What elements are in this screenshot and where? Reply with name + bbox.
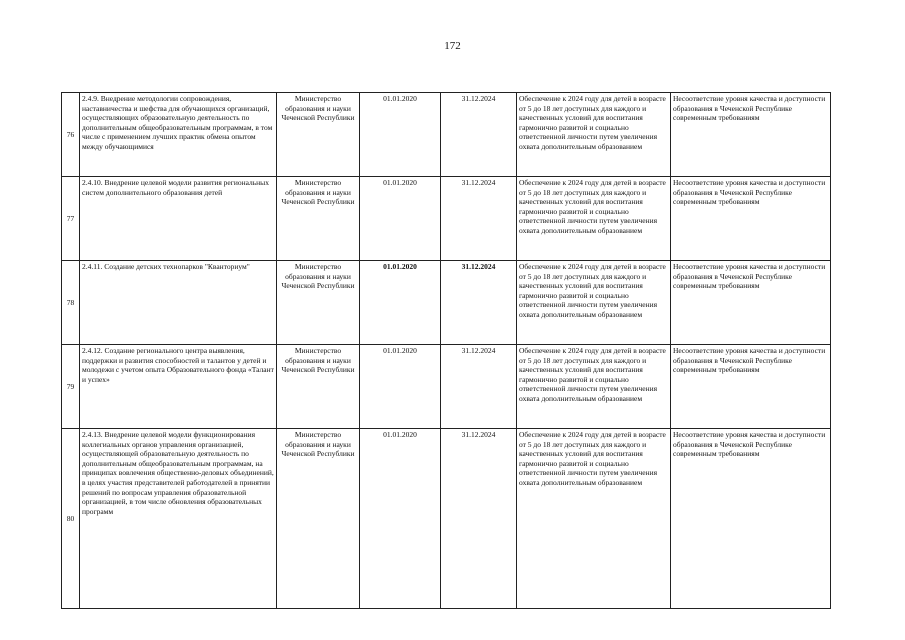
page-number: 172 bbox=[444, 40, 461, 52]
row-number: 77 bbox=[62, 177, 80, 261]
end-date-cell: 31.12.2024 bbox=[441, 345, 517, 429]
end-date-cell: 31.12.2024 bbox=[441, 261, 517, 345]
end-date-cell: 31.12.2024 bbox=[441, 177, 517, 261]
problem-cell: Несоответствие уровня качества и доступности образования в Чеченской Республике современным требованиям bbox=[671, 261, 831, 345]
measure-cell: 2.4.9. Внедрение методологии сопровождения, наставничества и шефства для обучающихся организаций, осуществляющих образовательную деятельность по дополнительным общеобразовательным программам, в том числе с применением лучших практик обмена опытом между обучающимися bbox=[80, 93, 277, 177]
result-cell: Обеспечение к 2024 году для детей в возрасте от 5 до 18 лет доступных для каждого и качественных условий для воспитания гармонично развитой и социально ответственной личности путем увеличения охвата дополнительным образованием bbox=[517, 345, 671, 429]
measure-cell: 2.4.13. Внедрение целевой модели функционирования коллегиальных органов управления организацией, осуществляющей образовательную деятельность по дополнительным общеобразовательным программам, на принципах вовлечения общественно-деловых объединений, в целях участия представителей работодателей в принятии решений по вопросам управления образовательной организацией, в том числе обновления образовательных программ bbox=[80, 429, 277, 609]
result-cell: Обеспечение к 2024 году для детей в возрасте от 5 до 18 лет доступных для каждого и качественных условий для воспитания гармонично развитой и социально ответственной личности путем увеличения охвата дополнительным образованием bbox=[517, 429, 671, 609]
end-date-cell: 31.12.2024 bbox=[441, 429, 517, 609]
row-number: 78 bbox=[62, 261, 80, 345]
executor-cell: Министерство образования и науки Чеченской Республики bbox=[277, 261, 360, 345]
table-row bbox=[62, 345, 831, 429]
result-cell: Обеспечение к 2024 году для детей в возрасте от 5 до 18 лет доступных для каждого и качественных условий для воспитания гармонично развитой и социально ответственной личности путем увеличения охвата дополнительным образованием bbox=[517, 177, 671, 261]
row-number: 79 bbox=[62, 345, 80, 429]
executor-cell: Министерство образования и науки Чеченской Республики bbox=[277, 93, 360, 177]
table-row bbox=[62, 93, 831, 177]
start-date-cell: 01.01.2020 bbox=[360, 345, 441, 429]
problem-cell: Несоответствие уровня качества и доступности образования в Чеченской Республике современным требованиям bbox=[671, 429, 831, 609]
end-date-cell: 31.12.2024 bbox=[441, 93, 517, 177]
measure-cell: 2.4.12. Создание регионального центра выявления, поддержки и развития способностей и талантов у детей и молодежи с учетом опыта Образовательного фонда «Талант и успех» bbox=[80, 345, 277, 429]
problem-cell: Несоответствие уровня качества и доступности образования в Чеченской Республике современным требованиям bbox=[671, 93, 831, 177]
problem-cell: Несоответствие уровня качества и доступности образования в Чеченской Республике современным требованиям bbox=[671, 177, 831, 261]
measures-table bbox=[61, 92, 831, 609]
executor-cell: Министерство образования и науки Чеченской Республики bbox=[277, 429, 360, 609]
problem-cell: Несоответствие уровня качества и доступности образования в Чеченской Республике современным требованиям bbox=[671, 345, 831, 429]
table-row bbox=[62, 429, 831, 609]
result-cell: Обеспечение к 2024 году для детей в возрасте от 5 до 18 лет доступных для каждого и качественных условий для воспитания гармонично развитой и социально ответственной личности путем увеличения охвата дополнительным образованием bbox=[517, 261, 671, 345]
result-cell: Обеспечение к 2024 году для детей в возрасте от 5 до 18 лет доступных для каждого и качественных условий для воспитания гармонично развитой и социально ответственной личности путем увеличения охвата дополнительным образованием bbox=[517, 93, 671, 177]
row-number: 80 bbox=[62, 429, 80, 609]
executor-cell: Министерство образования и науки Чеченской Республики bbox=[277, 345, 360, 429]
start-date-cell: 01.01.2020 bbox=[360, 429, 441, 609]
start-date-cell: 01.01.2020 bbox=[360, 261, 441, 345]
row-number: 76 bbox=[62, 93, 80, 177]
start-date-cell: 01.01.2020 bbox=[360, 93, 441, 177]
table-row bbox=[62, 177, 831, 261]
measure-cell: 2.4.11. Создание детских технопарков "Кванториум" bbox=[80, 261, 277, 345]
start-date-cell: 01.01.2020 bbox=[360, 177, 441, 261]
executor-cell: Министерство образования и науки Чеченской Республики bbox=[277, 177, 360, 261]
measure-cell: 2.4.10. Внедрение целевой модели развития региональных систем дополнительного образования детей bbox=[80, 177, 277, 261]
table-row bbox=[62, 261, 831, 345]
